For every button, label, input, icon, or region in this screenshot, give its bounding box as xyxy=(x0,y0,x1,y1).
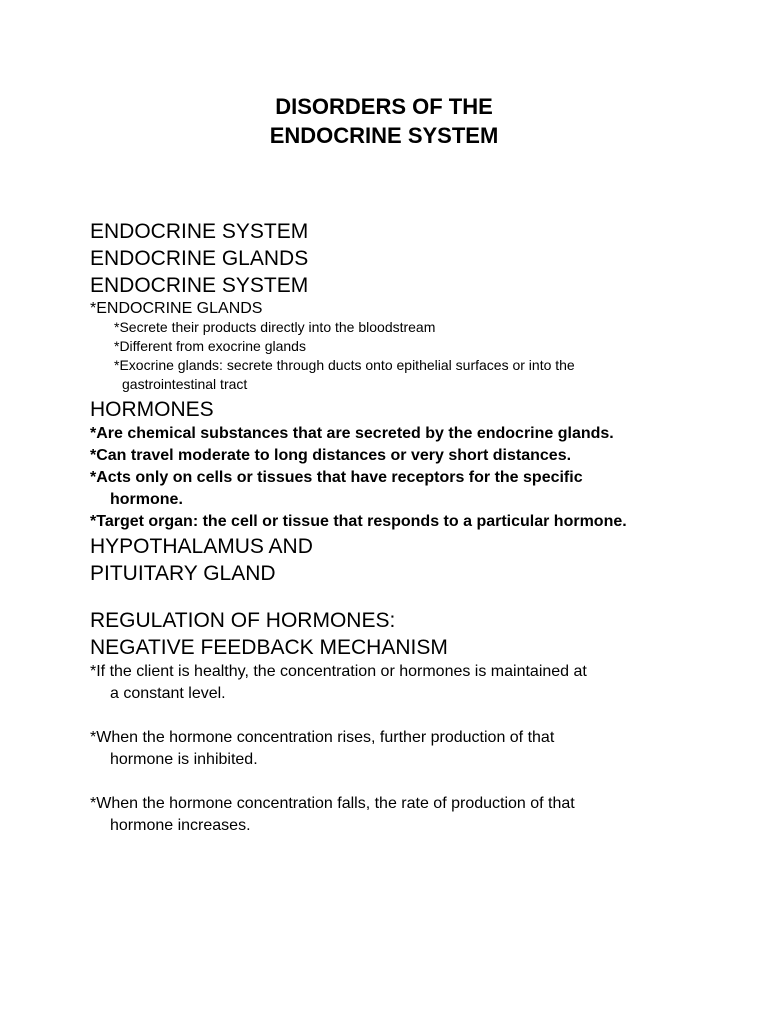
feedback-point xyxy=(90,793,730,837)
hormones-point: *Target organ: the cell or tissue that responds to a particular hormone. xyxy=(90,513,627,530)
hormones-point xyxy=(90,467,730,511)
glands-point-continuation: gastrointestinal tract xyxy=(122,376,248,392)
feedback-point-continuation: a constant level. xyxy=(110,685,226,702)
glands-point-text: *Exocrine glands: secrete through ducts onto epithelial surfaces or into the xyxy=(114,357,575,373)
title-line-2: ENDOCRINE SYSTEM xyxy=(269,123,499,148)
paragraph-spacer xyxy=(90,771,730,793)
document-title xyxy=(0,92,768,150)
section-spacer xyxy=(90,587,730,607)
heading-endocrine-system-2: ENDOCRINE SYSTEM xyxy=(90,274,309,297)
heading-hormones: HORMONES xyxy=(90,398,214,421)
heading-pituitary-gland: PITUITARY GLAND xyxy=(90,562,276,585)
feedback-point-text: *When the hormone concentration falls, the rate of production of that xyxy=(90,795,575,812)
heading-regulation: REGULATION OF HORMONES: xyxy=(90,609,396,632)
glands-subheading: *ENDOCRINE GLANDS xyxy=(90,300,263,317)
feedback-point xyxy=(90,661,730,705)
title-line-1: DISORDERS OF THE xyxy=(275,94,493,119)
heading-endocrine-glands: ENDOCRINE GLANDS xyxy=(90,247,309,270)
glands-point: *Different from exocrine glands xyxy=(114,338,306,354)
hormones-point: *Can travel moderate to long distances or very short distances. xyxy=(90,447,572,464)
glands-point xyxy=(90,356,730,394)
heading-hypothalamus: HYPOTHALAMUS AND xyxy=(90,535,313,558)
glands-point: *Secrete their products directly into the bloodstream xyxy=(114,319,436,335)
feedback-point xyxy=(90,727,730,771)
document-body xyxy=(90,218,730,837)
feedback-point-continuation: hormone increases. xyxy=(110,817,251,834)
heading-negative-feedback: NEGATIVE FEEDBACK MECHANISM xyxy=(90,636,448,659)
hormones-point-continuation: hormone. xyxy=(110,491,183,508)
feedback-point-text: *When the hormone concentration rises, further production of that xyxy=(90,729,555,746)
feedback-point-text: *If the client is healthy, the concentration or hormones is maintained at xyxy=(90,663,587,680)
heading-endocrine-system: ENDOCRINE SYSTEM xyxy=(90,220,309,243)
paragraph-spacer xyxy=(90,705,730,727)
hormones-point-text: *Acts only on cells or tissues that have receptors for the specific xyxy=(90,469,583,486)
feedback-point-continuation: hormone is inhibited. xyxy=(110,751,258,768)
hormones-point: *Are chemical substances that are secreted by the endocrine glands. xyxy=(90,425,614,442)
